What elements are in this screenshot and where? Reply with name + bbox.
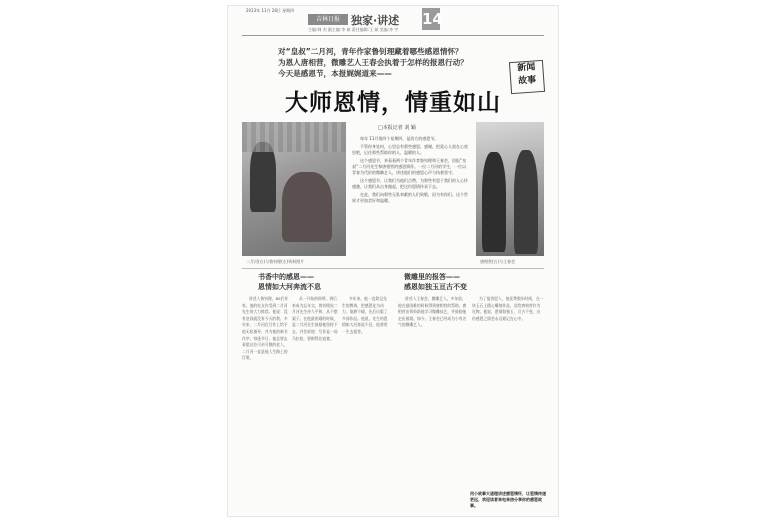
page-number: 14: [422, 10, 443, 28]
text-column: [472, 296, 544, 322]
newspaper-page: [228, 6, 558, 516]
footer-note: 用小故事大道理讲述感恩情怀，让恩情传递更远，欢迎读者来电来信分享你的感恩故事。: [470, 491, 546, 508]
photo-erhe-and-lu: [242, 122, 346, 256]
text-column: [398, 296, 468, 329]
intro-block: [278, 46, 498, 79]
person-figure: [282, 172, 332, 242]
newspaper-logo: 吉林日报: [308, 14, 348, 25]
text-column: [292, 296, 338, 342]
body-paragraph: 讲述人鲁钊理，80后作家，他的处女作受到二月河先生的大力推荐。他说：没有皇叔就没有今天的我。多年来，二月河在写作上给予他无私指导，并为他的新书作序。每逢节日，他总要去看望这位可亲可敬的老人，二月河一直是他人生路上的灯塔。: [242, 296, 289, 361]
lead-text: [352, 136, 470, 206]
person-figure: [250, 142, 276, 212]
section-left-subtitle: 恩情如大河奔流不息: [258, 283, 321, 291]
masthead: [228, 6, 558, 36]
section-left-heading: [258, 272, 321, 292]
section-divider: [242, 268, 544, 269]
issue-date: 2013年 11月 28日 星期四: [246, 8, 295, 13]
text-column: [342, 296, 388, 336]
section-title: 独家·讲述: [351, 14, 400, 27]
person-figure: [482, 152, 506, 252]
photo-caption-right: 唐相营(右)与王春会: [480, 259, 516, 264]
stamp-line: 故事: [517, 75, 537, 87]
lead-paragraph: 每年 11月第四个星期四，是西方的感恩节。: [360, 136, 439, 141]
intro-line: 对“皇叔”二月河，青年作家鲁钊理藏着哪些感恩情怀？: [278, 47, 463, 56]
body-paragraph: 为了报答恩人，他花费数年时间，在一块玉石上精心雕刻作品，送给唐相营作为礼物。他说，恩情如独玉，亘古不变，这份感恩之情会永远铭记在心中。: [472, 296, 544, 321]
body-paragraph: 从一开始的仰慕，到后来成为忘年交，鲁钊理说二月河先生待人平和，从不摆架子。在他最困难的时候，是二月河先生鼓励他坚持下去，并告诉他：写作是一场马拉松，要耐得住寂寞。: [292, 296, 338, 341]
lead-paragraph: 这个感恩节，来看看两个青年作者鲁钊理和王春会，回报“皇叔”二月河先生和唐相营的感恩情怀。一位二月河的学生，一位以青春为代价的微雕艺人，讲述他们的感恩心声与执着坚守。: [352, 158, 467, 175]
intro-line: 为恩人唐相营，微雕艺人王春会执着于怎样的报恩行动？: [278, 58, 468, 67]
intro-line: 今天是感恩节，本报娓娓道来——: [278, 69, 392, 78]
photo-area: [242, 122, 544, 268]
person-figure: [514, 150, 538, 254]
main-headline: 大师恩情，情重如山: [285, 90, 501, 116]
stamp-line: 新闻: [517, 62, 536, 74]
lead-paragraph: 不管你身处何，心里总有那些感恩、感谢，把爱心人放在心底里吧，记住那些帮助你的人，温暖的人。: [352, 144, 468, 155]
masthead-divider: [242, 35, 544, 36]
bookshelf-background: [242, 122, 346, 152]
photo-caption-left: 二月河(右)与鲁钊理(左)资料照片: [246, 259, 305, 264]
body-paragraph: 讲述人王春会，微雕艺人。多年前，他在最困难的时候得到唐相营的帮助，唐相营出资资助他学习微雕技艺，并鼓励他走出困境。如今，王春会已经成为小有名气的微雕艺人。: [398, 296, 467, 328]
section-left-title: 书香中的感恩——: [258, 273, 314, 281]
text-column: [242, 296, 288, 362]
section-right-subtitle: 感恩如独玉亘古不变: [404, 283, 467, 291]
byline: □本报记者 刘 颖: [378, 125, 416, 131]
lead-paragraph: 在此，我们向那些无私奉献的人们致敬，因为有你们，这个世界才更加美好和温暖。: [352, 192, 468, 203]
photo-tang-and-wang: [476, 122, 544, 256]
section-right-heading: [404, 272, 467, 292]
section-right-title: 微雕里的报答——: [404, 273, 460, 281]
lead-paragraph: 这个感恩节，让我们为他们点赞，为那些有恩于我们的人心怀感激，让我们从自身做起，把这份恩情传承下去。: [352, 178, 468, 189]
editors-line: 主编:韩 杰 副主编:李 斌 责任编辑:王 斌 美编:齐 宇: [308, 27, 399, 32]
body-paragraph: 多年来，他一直铭记先生的教诲，把感恩化为动力，笔耕不辍，先后出版了多部作品。他说，先生的恩情如大河奔流不息，他将用一生去报答。: [342, 296, 388, 334]
